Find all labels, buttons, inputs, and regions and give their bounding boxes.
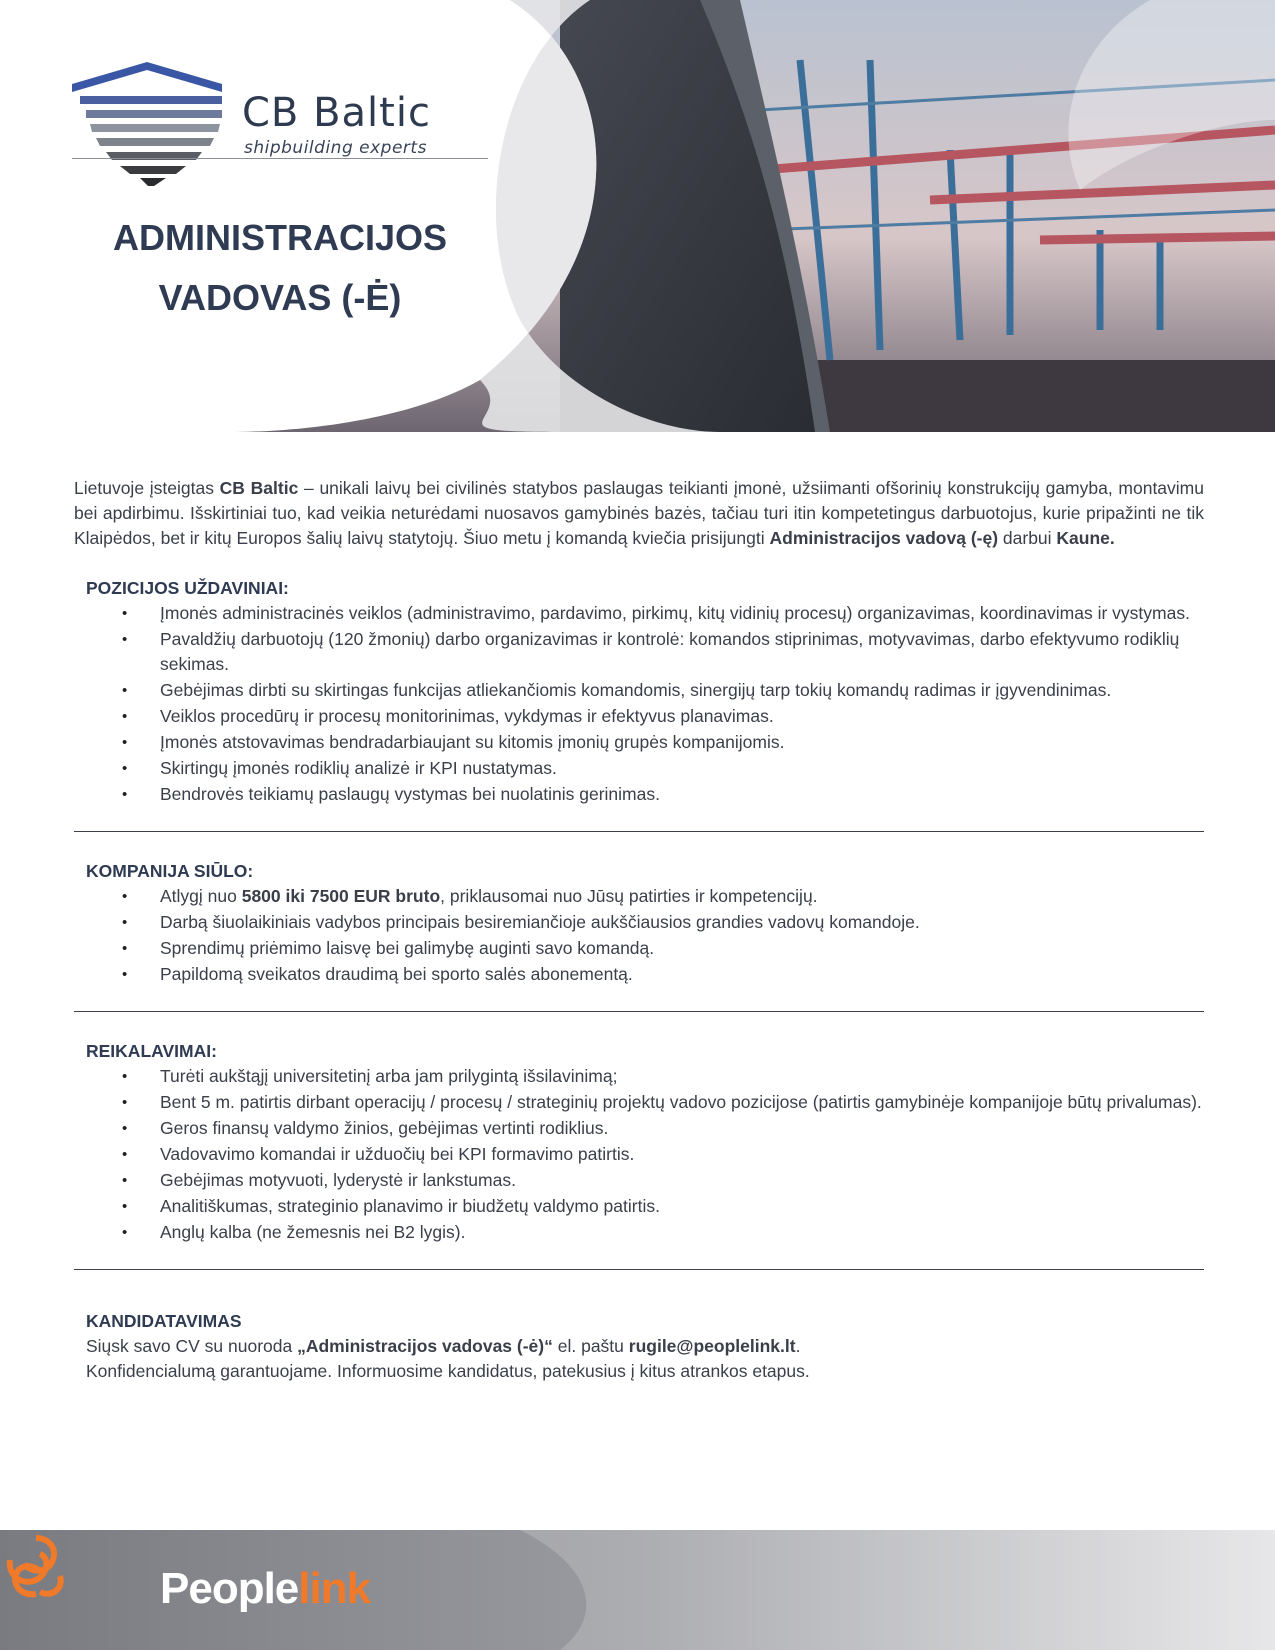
- list-item: • Įmonės administracinės veiklos (administravimo, pardavimo, pirkimų, kitų vidinių procesų) organizavimas, koordinavimas ir vystymas.: [160, 601, 1204, 626]
- job-title: [70, 208, 490, 328]
- logo-name: CB Baltic: [242, 90, 431, 136]
- job-title-line1: ADMINISTRACIJOS: [112, 217, 448, 258]
- apply-section: [74, 1308, 1204, 1384]
- bullet-icon: •: [122, 631, 128, 648]
- footer-banner: [0, 1530, 1275, 1650]
- location: Kaune.: [1056, 528, 1115, 548]
- company-name: CB Baltic: [219, 478, 299, 498]
- bullet-icon: •: [122, 1224, 128, 1241]
- bullet-icon: •: [122, 605, 128, 622]
- list-item: • Analitiškumas, strateginio planavimo ir biudžetų valdymo patirtis.: [160, 1194, 1204, 1219]
- peoplelink-brand: Peoplelink: [160, 1564, 371, 1613]
- tasks-section: [74, 575, 1204, 807]
- requirements-heading: REIKALAVIMAI:: [86, 1041, 217, 1061]
- bullet-icon: •: [122, 1172, 128, 1189]
- email-link[interactable]: rugile@peoplelink.lt: [628, 1336, 796, 1356]
- bullet-icon: •: [122, 888, 128, 905]
- apply-heading: KANDIDATAVIMAS: [86, 1311, 242, 1331]
- list-item: • Skirtingų įmonės rodiklių analizė ir KPI nustatymas.: [160, 756, 1204, 781]
- position-name: Administracijos vadovą (-ę): [769, 528, 999, 548]
- bullet-icon: •: [122, 682, 128, 699]
- bullet-icon: •: [122, 1146, 128, 1163]
- list-item: • Pavaldžių darbuotojų (120 žmonių) darbo organizavimas ir kontrolė: komandos stiprinimas, motyvavimas, darbo efektyvumo rodiklių sekimas.: [122, 629, 1180, 674]
- logo-divider: [72, 158, 488, 159]
- bullet-icon: •: [122, 1068, 128, 1085]
- bullet-icon: •: [122, 914, 128, 931]
- logo-tagline: shipbuilding experts: [244, 138, 427, 158]
- tasks-heading: POZICIJOS UŽDAVINIAI:: [86, 578, 289, 598]
- list-item: • Turėti aukštąjį universitetinį arba jam prilygintą išsilavinimą;: [160, 1064, 1204, 1089]
- section-divider: [74, 1269, 1204, 1270]
- bullet-icon: •: [122, 1120, 128, 1137]
- intro-paragraph: Lietuvoje įsteigtas CB Baltic – unikali laivų bei civilinės statybos paslaugas teikianti įmonė, užsiimanti ofšorinių konstrukcijų gamyba, montavimu bei apdirbimu. Išskirtiniai tuo, kad veikia neturėdami nuosavos gamybinės bazės, tačiau turi itin kompetetingus darbuotojus, kurie pripažinti ne tik Klaipėdos, bet ir kitų Europos šalių laivų statytojų. Šiuo metu į komandą kviečia prisijungti Administracijos vadovą (-ę) darbui Kaune.: [74, 478, 1204, 548]
- list-item: • Gebėjimas motyvuoti, lyderystė ir lankstumas.: [160, 1168, 1204, 1193]
- list-item: • Geros finansų valdymo žinios, gebėjimas vertinti rodiklius.: [160, 1116, 1204, 1141]
- list-item: • Bendrovės teikiamų paslaugų vystymas bei nuolatinis gerinimas.: [160, 782, 1204, 807]
- offer-section: [74, 858, 1204, 987]
- job-title-line2: VADOVAS (-Ė): [158, 277, 402, 318]
- salary-range: 5800 iki 7500 EUR bruto: [241, 886, 441, 906]
- cb-baltic-logo: [72, 62, 492, 192]
- list-item: • Darbą šiuolaikiniais vadybos principais besiremiančioje aukščiausios grandies vadovų komandoje.: [160, 910, 1204, 935]
- list-item: • Gebėjimas dirbti su skirtingas funkcijas atliekančiomis komandomis, sinergijų tarp tokių komandų radimas ir įgyvendinimas.: [160, 678, 1204, 703]
- list-item: • Veiklos procedūrų ir procesų monitorinimas, vykdymas ir efektyvus planavimas.: [160, 704, 1204, 729]
- section-divider: [74, 1011, 1204, 1012]
- bullet-icon: •: [122, 734, 128, 751]
- bullet-icon: •: [122, 786, 128, 803]
- job-description: [74, 476, 1204, 1384]
- list-item: • Papildomą sveikatos draudimą bei sporto salės abonementą.: [160, 962, 1204, 987]
- apply-instructions: Siųsk savo CV su nuoroda „Administracijos vadovas (-ė)“ el. paštu rugile@peoplelink.lt.: [86, 1336, 801, 1356]
- confidentiality-note: Konfidencialumą garantuojame. Informuosime kandidatus, patekusius į kitus atrankos etapus.: [86, 1361, 810, 1381]
- requirements-list: [86, 1064, 1204, 1245]
- bullet-icon: •: [122, 708, 128, 725]
- shield-logo-icon: [72, 62, 222, 187]
- bullet-icon: •: [122, 966, 128, 983]
- requirements-section: [74, 1038, 1204, 1245]
- list-item: • Atlygį nuo 5800 iki 7500 EUR bruto, priklausomai nuo Jūsų patirties ir kompetencijų.: [160, 884, 1204, 909]
- list-item: • Įmonės atstovavimas bendradarbiaujant su kitomis įmonių grupės kompanijomis.: [160, 730, 1204, 755]
- list-item: • Sprendimų priėmimo laisvę bei galimybę auginti savo komandą.: [160, 936, 1204, 961]
- list-item: • Vadovavimo komandai ir užduočių bei KPI formavimo patirtis.: [160, 1142, 1204, 1167]
- offer-list: [86, 884, 1204, 987]
- list-item: • Bent 5 m. patirtis dirbant operacijų / procesų / strateginių projektų vadovo pozicijose (patirtis gamybinėje kompanijoje būtų privalumas).: [160, 1090, 1204, 1115]
- list-item: • Anglų kalba (ne žemesnis nei B2 lygis).: [160, 1220, 1204, 1245]
- bullet-icon: •: [122, 760, 128, 777]
- header-banner: [0, 0, 1275, 432]
- tasks-list: [86, 601, 1204, 807]
- section-divider: [74, 831, 1204, 832]
- cv-reference: „Administracijos vadovas (-ė)“: [297, 1336, 553, 1356]
- peoplelink-logo-icon: [0, 1530, 72, 1602]
- bullet-icon: •: [122, 1094, 128, 1111]
- bullet-icon: •: [122, 1198, 128, 1215]
- bullet-icon: •: [122, 940, 128, 957]
- offer-heading: KOMPANIJA SIŪLO:: [86, 861, 254, 881]
